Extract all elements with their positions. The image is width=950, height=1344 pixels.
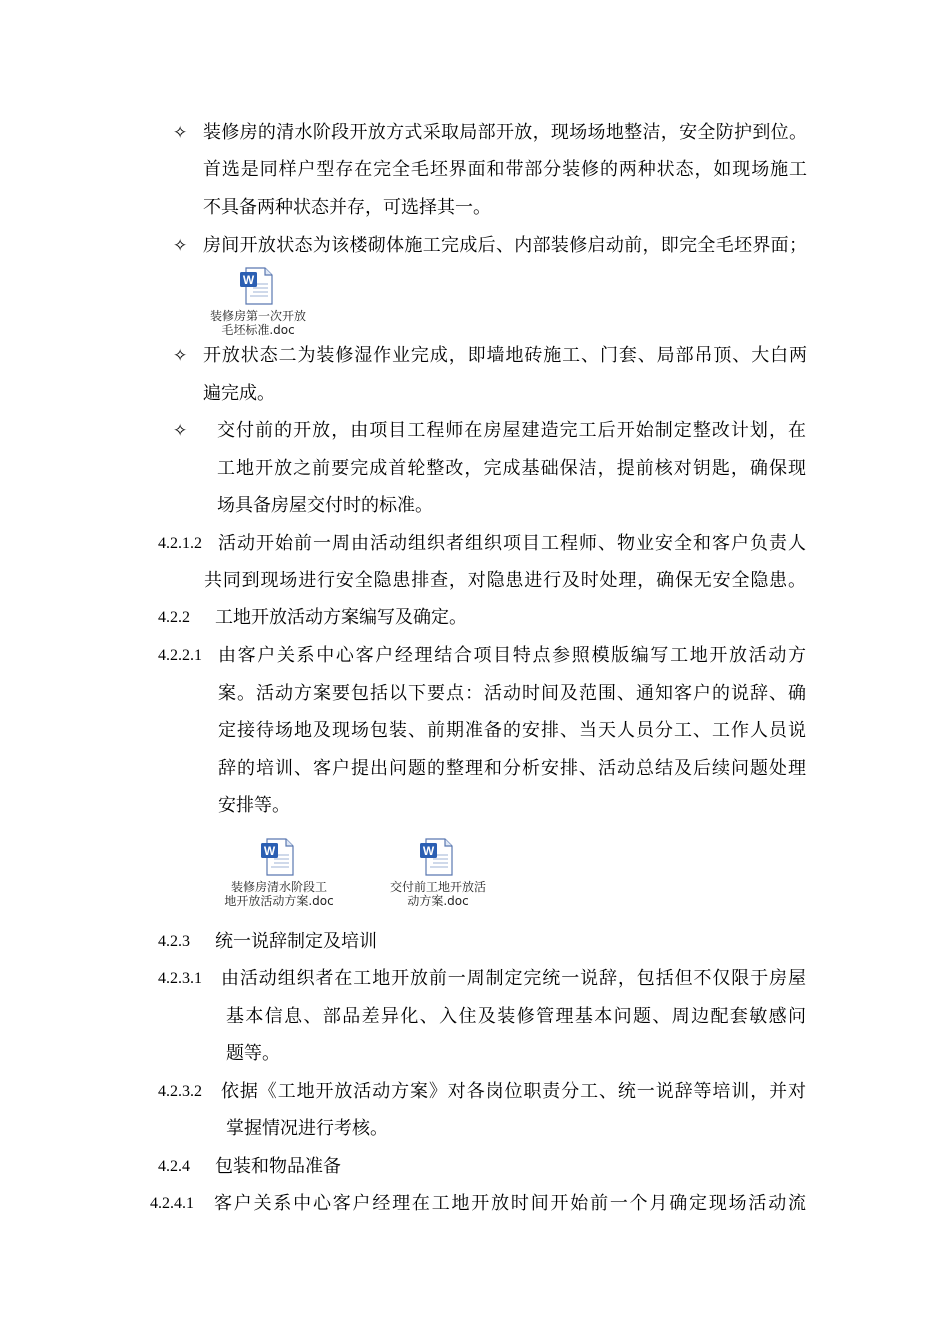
body-text-line: 辞的培训、客户提出问题的整理和分析安排、活动总结及后续问题处理 xyxy=(218,758,806,779)
section-number: 4.2.4.1 xyxy=(150,1195,194,1212)
section-number: 4.2.1.2 xyxy=(158,535,202,552)
body-text-line: 开放状态二为装修湿作业完成，即墙地砖施工、门套、局部吊顶、大白两 xyxy=(203,345,807,366)
attachment-icon-clear-water-plan[interactable] xyxy=(208,837,350,908)
section-heading: 统一说辞制定及培训 xyxy=(215,931,377,952)
body-text-line: 由活动组织者在工地开放前一周制定完统一说辞，包括但不仅限于房屋 xyxy=(221,968,806,989)
attachment-icon-pre-delivery-plan[interactable] xyxy=(375,837,501,908)
body-text-line: 场具备房屋交付时的标准。 xyxy=(217,495,433,516)
body-text-line: 基本信息、部品差异化、入住及装修管理基本问题、周边配套敏感问 xyxy=(226,1006,806,1027)
bullet-symbol: ✧ xyxy=(173,236,188,256)
body-text-line: 由客户关系中心客户经理结合项目特点参照模版编写工地开放活动方 xyxy=(218,645,806,666)
body-text-line: 活动开始前一周由活动组织者组织项目工程师、物业安全和客户负责人 xyxy=(218,533,806,554)
section-number: 4.2.3.1 xyxy=(158,970,202,987)
section-heading: 包装和物品准备 xyxy=(215,1156,341,1177)
svg-text:W: W xyxy=(422,844,435,858)
body-text-line: 共同到现场进行安全隐患排查，对隐患进行及时处理，确保无安全隐患。 xyxy=(204,570,806,591)
body-text-line: 不具备两种状态并存，可选择其一。 xyxy=(203,197,491,218)
attachment-icon-first-open[interactable] xyxy=(198,266,318,337)
bullet-symbol: ✧ xyxy=(173,346,188,366)
attachment-filename-line: 毛坯标准.doc xyxy=(221,323,295,337)
attachment-filename-line: 地开放活动方案.doc xyxy=(224,894,334,908)
section-number: 4.2.3 xyxy=(158,933,190,950)
body-text-line: 定接待场地及现场包装、前期准备的安排、当天人员分工、工作人员说 xyxy=(218,720,806,741)
body-text-line: 房间开放状态为该楼砌体施工完成后、内部装修启动前，即完全毛坯界面； xyxy=(203,235,807,256)
svg-text:W: W xyxy=(263,844,276,858)
attachment-filename-line: 交付前工地开放活 xyxy=(389,880,486,894)
body-text-line: 遍完成。 xyxy=(203,383,275,404)
svg-text:W: W xyxy=(242,273,255,287)
attachment-filename-line: 装修房第一次开放 xyxy=(209,309,306,323)
word-doc-icon xyxy=(418,837,458,877)
section-heading: 工地开放活动方案编写及确定。 xyxy=(215,607,467,628)
attachment-filename-line: 动方案.doc xyxy=(407,894,469,908)
section-number: 4.2.2 xyxy=(158,609,190,626)
body-text-line: 工地开放之前要完成首轮整改，完成基础保洁，提前核对钥匙，确保现 xyxy=(217,458,806,479)
body-text-line: 装修房的清水阶段开放方式采取局部开放，现场场地整洁，安全防护到位。 xyxy=(203,122,807,143)
body-text-line: 交付前的开放，由项目工程师在房屋建造完工后开始制定整改计划，在 xyxy=(217,420,806,441)
body-text-line: 依据《工地开放活动方案》对各岗位职责分工、统一说辞等培训，并对 xyxy=(221,1081,806,1102)
body-text-line: 案。活动方案要包括以下要点：活动时间及范围、通知客户的说辞、确 xyxy=(218,683,806,704)
bullet-symbol: ✧ xyxy=(173,421,188,441)
body-text-line: 首选是同样户型存在完全毛坯界面和带部分装修的两种状态，如现场施工 xyxy=(203,159,807,180)
body-text-line: 题等。 xyxy=(226,1043,280,1064)
body-text-line: 安排等。 xyxy=(218,795,290,816)
section-number: 4.2.3.2 xyxy=(158,1083,202,1100)
body-text-line: 客户关系中心客户经理在工地开放时间开始前一个月确定现场活动流 xyxy=(214,1193,806,1214)
bullet-symbol: ✧ xyxy=(173,123,188,143)
section-number: 4.2.2.1 xyxy=(158,647,202,664)
body-text-line: 掌握情况进行考核。 xyxy=(226,1118,388,1139)
section-number: 4.2.4 xyxy=(158,1158,190,1175)
attachment-filename-line: 装修房清水阶段工 xyxy=(230,880,327,894)
word-doc-icon xyxy=(238,266,278,306)
word-doc-icon xyxy=(259,837,299,877)
